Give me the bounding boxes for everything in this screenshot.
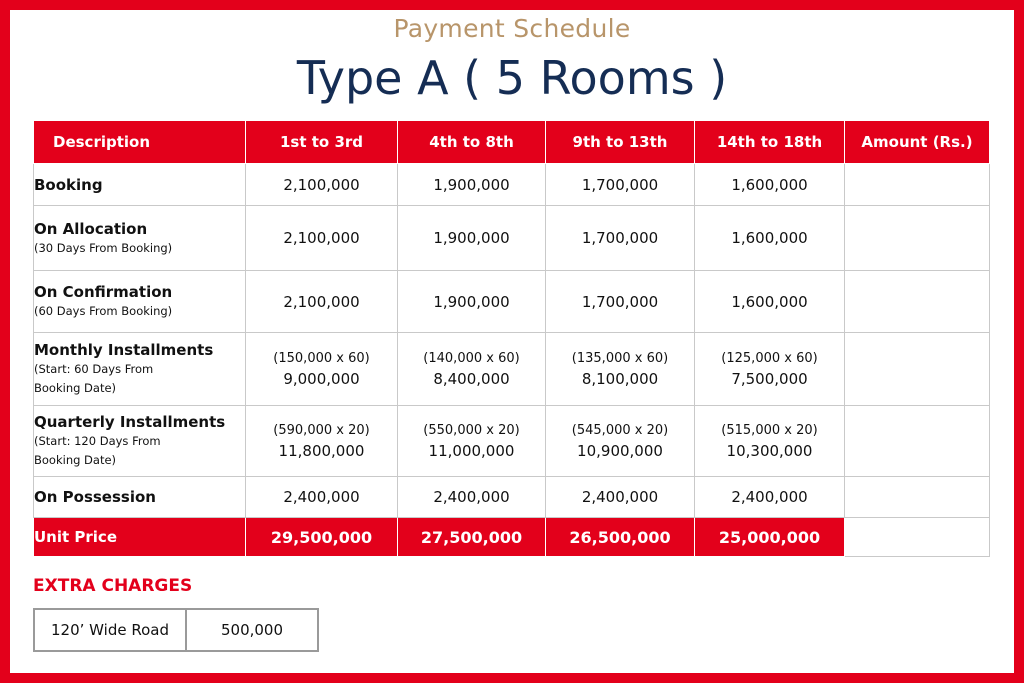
row-label: On Confirmation: [34, 283, 173, 301]
table-cell: [246, 333, 398, 406]
column-header-1st-to-3rd: 1st to 3rd: [246, 121, 398, 164]
table-cell: 2,100,000: [246, 206, 398, 271]
unit-price-cell: 25,000,000: [695, 518, 845, 557]
column-header-amount: Amount (Rs.): [845, 121, 990, 164]
table-cell: 1,900,000: [398, 164, 546, 206]
extra-charges-row: [34, 609, 318, 651]
table-cell: [546, 406, 695, 477]
page-title: Type A ( 5 Rooms ): [296, 51, 728, 105]
table-cell: 1,700,000: [546, 206, 695, 271]
installment-calc: (140,000 x 60): [423, 351, 520, 366]
table-cell: 1,900,000: [398, 206, 546, 271]
table-row-on-confirmation: [34, 271, 990, 333]
installment-total: 8,100,000: [581, 370, 659, 388]
unit-price-cell: 27,500,000: [398, 518, 546, 557]
table-header-row: [34, 121, 990, 164]
row-sublabel: Booking Date): [34, 453, 117, 467]
installment-total: 10,300,000: [726, 442, 813, 460]
unit-price-label: Unit Price: [34, 518, 246, 557]
table-row-quarterly-installments: [34, 406, 990, 477]
unit-price-cell: 29,500,000: [246, 518, 398, 557]
row-sublabel: (30 Days From Booking): [34, 240, 173, 255]
row-sublabel: Booking Date): [34, 381, 117, 395]
table-cell: 2,100,000: [246, 164, 398, 206]
column-header-description: Description: [34, 121, 246, 164]
table-cell: 1,900,000: [398, 271, 546, 333]
amount-cell: [845, 477, 990, 518]
installment-total: 9,000,000: [283, 370, 360, 388]
row-sublabel: (Start: 120 Days From: [34, 434, 161, 448]
table-cell: [398, 333, 546, 406]
table-row-on-allocation: [34, 206, 990, 271]
amount-cell: [845, 406, 990, 477]
installment-total: 10,900,000: [577, 442, 663, 460]
extra-charges-table: [33, 608, 319, 652]
installment-calc: (545,000 x 20): [571, 423, 669, 438]
row-sublabel: (60 Days From Booking): [34, 304, 173, 318]
table-cell: [398, 406, 546, 477]
column-header-9th-to-13th: 9th to 13th: [546, 121, 695, 164]
installment-calc: (125,000 x 60): [721, 351, 818, 366]
row-label: Monthly Installments: [34, 341, 214, 359]
table-cell: 2,400,000: [695, 477, 845, 518]
row-description: [34, 333, 246, 406]
table-row-on-possession: [34, 477, 990, 518]
amount-cell: [845, 333, 990, 406]
installment-calc: (150,000 x 60): [273, 351, 370, 366]
table-cell: 1,600,000: [695, 271, 845, 333]
table-cell: 2,400,000: [398, 477, 546, 518]
unit-price-cell: 26,500,000: [546, 518, 695, 557]
table-cell: 2,400,000: [546, 477, 695, 518]
row-label: On Possession: [34, 488, 156, 506]
row-description: [34, 206, 246, 271]
table-cell: 1,700,000: [546, 271, 695, 333]
table-cell: [695, 333, 845, 406]
installment-total: 11,800,000: [278, 442, 365, 460]
installment-total: 11,000,000: [428, 442, 515, 460]
payment-schedule-table: [33, 120, 990, 557]
page-subtitle: Payment Schedule: [393, 14, 631, 43]
row-description: [34, 406, 246, 477]
table-cell: [246, 406, 398, 477]
installment-calc: (135,000 x 60): [571, 351, 669, 366]
table-row-booking: [34, 164, 990, 206]
extra-charge-label: 120’ Wide Road: [34, 609, 186, 651]
table-cell: [546, 333, 695, 406]
extra-charges-title: EXTRA CHARGES: [33, 576, 193, 596]
row-label: Quarterly Installments: [34, 413, 226, 431]
column-header-14th-to-18th: 14th to 18th: [695, 121, 845, 164]
table-cell: [695, 406, 845, 477]
amount-cell: [845, 164, 990, 206]
installment-calc: (590,000 x 20): [273, 423, 370, 438]
installment-calc: (550,000 x 20): [423, 423, 520, 438]
installment-calc: (515,000 x 20): [721, 423, 818, 438]
installment-total: 7,500,000: [731, 370, 808, 388]
table-cell: 2,100,000: [246, 271, 398, 333]
table-cell: 2,400,000: [246, 477, 398, 518]
column-header-4th-to-8th: 4th to 8th: [398, 121, 546, 164]
row-label: On Allocation: [34, 219, 148, 238]
row-label: Booking: [34, 175, 103, 194]
table-cell: 1,600,000: [695, 206, 845, 271]
row-description: [34, 477, 246, 518]
amount-cell: [845, 206, 990, 271]
table-cell: 1,700,000: [546, 164, 695, 206]
extra-charge-value: 500,000: [186, 609, 318, 651]
installment-total: 8,400,000: [433, 370, 510, 388]
amount-cell: [845, 271, 990, 333]
amount-cell: [845, 518, 990, 557]
table-cell: 1,600,000: [695, 164, 845, 206]
row-description: [34, 271, 246, 333]
table-row-unit-price: [34, 518, 990, 557]
table-row-monthly-installments: [34, 333, 990, 406]
row-sublabel: (Start: 60 Days From: [34, 362, 154, 376]
row-description: [34, 164, 246, 206]
